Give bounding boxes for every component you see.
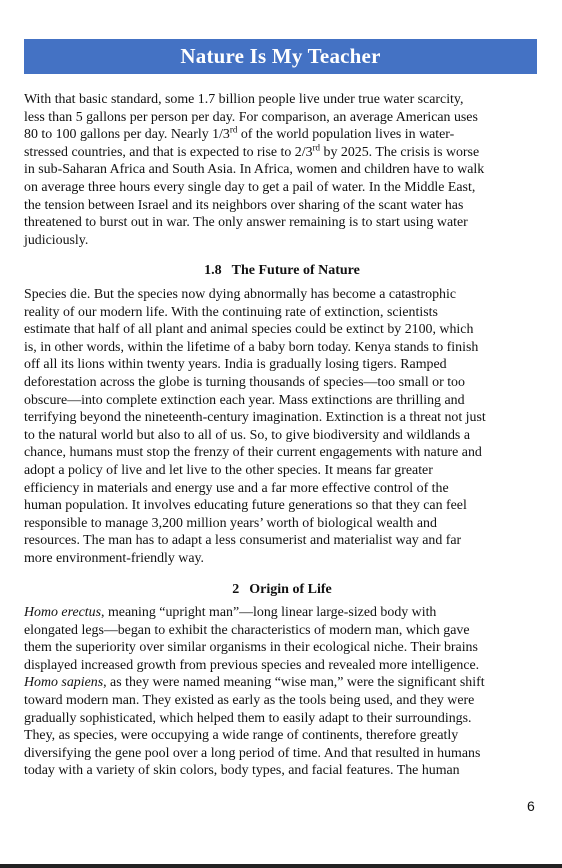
text-line: to the natural world but also to all of us. So, to give biodiversity and wildlands a	[24, 427, 470, 443]
text-line	[24, 126, 484, 144]
text-line: threatened to burst out in war. The only answer remaining is to start using water	[24, 215, 468, 231]
section-title: Origin of Life	[249, 582, 332, 597]
text-line: human population. It involves educating future generations so that they can feel	[24, 498, 467, 514]
text-line: judiciously.	[24, 232, 89, 248]
superscript: rd	[229, 124, 238, 135]
text-line: in sub-Saharan Africa and South Asia. In Africa, women and children have to walk	[24, 162, 485, 178]
text-line: Species die. But the species now dying abnormally has become a catastrophic	[24, 287, 457, 302]
text-line: resources. The man has to adapt a less consumerist and materialist way and far	[24, 533, 462, 549]
text-line: obscure—into complete extinction each year. Mass extinctions are thrilling and	[24, 392, 465, 408]
text-fragment: of the world population lives in water-	[237, 127, 455, 143]
page-title: Nature Is My Teacher	[180, 44, 381, 68]
section-number: 1.8	[204, 263, 222, 278]
text-line: responsible to manage 3,200 million years’ worth of biological wealth and	[24, 515, 437, 531]
text-line: on average three hours every single day to get a pail of water. In the Middle East,	[24, 179, 476, 195]
text-line	[24, 604, 485, 622]
text-fragment: , meaning “upright man”—long linear large-sized body with	[101, 605, 437, 620]
superscript: rd	[312, 142, 321, 153]
text-line: less than 5 gallons per person per day. For comparison, an average American uses	[24, 109, 478, 125]
species-name: Homo erectus	[24, 605, 102, 620]
text-line: diversifying the gene pool over a long period of time. And that resulted in humans	[24, 745, 481, 761]
text-line: adopt a policy of live and let live to the other species. It means far greater	[24, 462, 433, 478]
text-line: them the superiority over similar organisms in their ecological niche. Their brains	[24, 640, 478, 656]
text-line: terrifying beyond the nineteenth-century imagination. Extinction is a threat not just	[24, 410, 486, 426]
text-line: elongated legs—began to exhibit the characteristics of modern man, which gave	[24, 622, 470, 638]
text-line: chance, humans must stop the frenzy of their current engagements with nature and	[24, 445, 482, 461]
text-line: They, as species, were occupying a wide range of continents, therefore greatly	[24, 728, 459, 744]
page-number: 6	[527, 798, 535, 814]
paragraph-future-of-nature	[24, 286, 486, 568]
text-line: deforestation across the globe is turning thousands of species—too small or too	[24, 374, 465, 390]
text-line: the tension between Israel and its neighbors over sharing of the scant water has	[24, 197, 464, 213]
bottom-divider	[0, 864, 562, 868]
text-line: today with a variety of skin colors, body types, and facial features. The human	[24, 763, 460, 779]
text-line: estimate that half of all plant and animal species could be extinct by 2100, which	[24, 322, 474, 338]
text-line: reality of our modern life. With the continuing rate of extinction, scientists	[24, 304, 438, 320]
section-number: 2	[232, 582, 240, 597]
text-line	[24, 674, 485, 692]
text-line: is, in other words, within the lifetime of a baby born today. Kenya stands to finish	[24, 339, 479, 355]
text-line: toward modern man. They existed as early as the tools being used, and they were	[24, 692, 475, 708]
section-title: The Future of Nature	[231, 263, 360, 278]
text-line	[24, 144, 484, 162]
text-line: more environment-friendly way.	[24, 550, 205, 566]
title-banner	[24, 39, 537, 74]
text-fragment: 80 to 100 gallons per day. Nearly 1/3	[24, 127, 230, 143]
paragraph-water-scarcity	[24, 91, 484, 249]
text-line: With that basic standard, some 1.7 billion people live under true water scarcity,	[24, 92, 464, 107]
text-fragment: by 2025. The crisis is worse	[320, 144, 480, 160]
species-name: Homo sapiens	[24, 675, 104, 691]
text-line: off all its lions within twenty years. India is gradually losing tigers. Ramped	[24, 357, 447, 373]
text-fragment: , as they were named meaning “wise man,” were the significant shift	[103, 675, 485, 691]
text-line: efficiency in materials and energy use and a far more effective control of the	[24, 480, 449, 496]
section-heading-future-of-nature	[24, 262, 540, 280]
text-line: gradually sophisticated, which helped them to easily adapt to their surroundings.	[24, 710, 472, 726]
text-line: displayed increased growth from previous species and revealed more intelligence.	[24, 657, 480, 673]
paragraph-origin-of-life	[24, 604, 485, 780]
text-fragment: stressed countries, and that is expected to rise to 2/3	[24, 144, 313, 160]
section-heading-origin-of-life	[24, 581, 540, 599]
